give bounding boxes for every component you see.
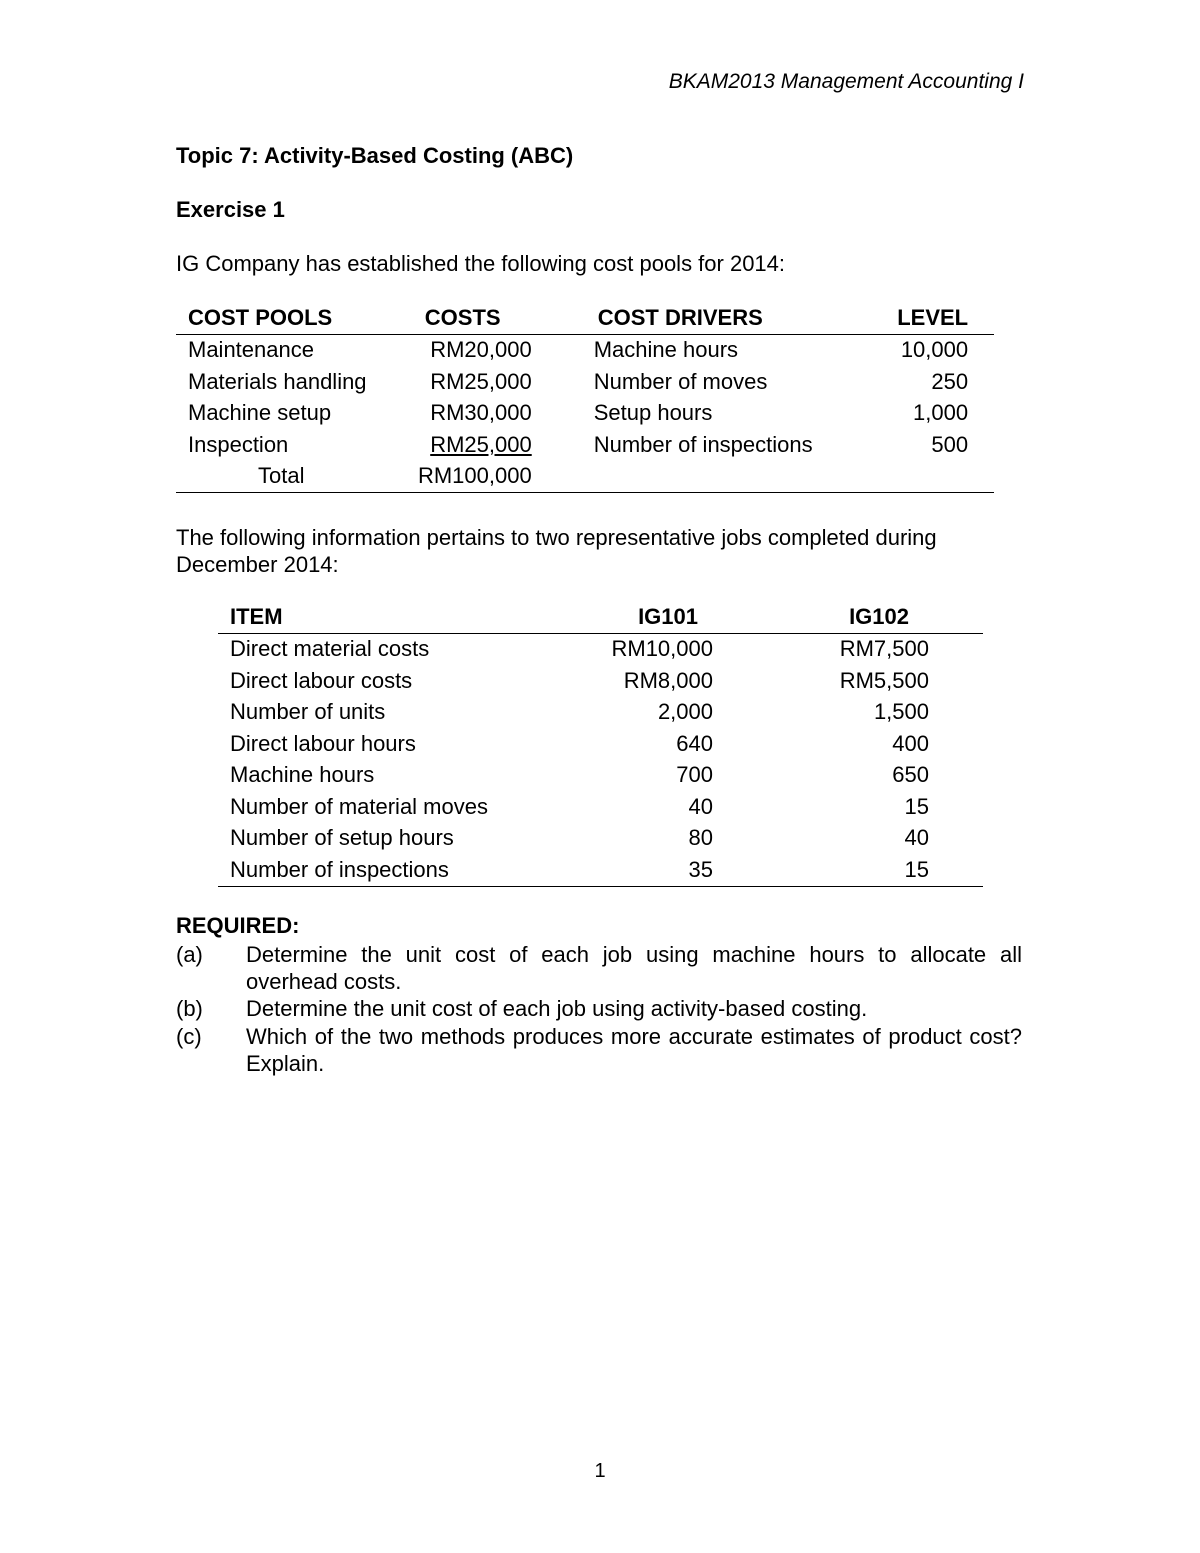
topic-title: Topic 7: Activity-Based Costing (ABC): [176, 143, 574, 168]
required-item-b: [176, 995, 1022, 1022]
cost-pool-cell: Machine setup: [188, 400, 332, 426]
item-cell: Number of inspections: [218, 854, 563, 886]
cost-cell: RM20,000: [430, 337, 532, 363]
exercise-title: Exercise 1: [176, 197, 285, 222]
item-cell: Machine hours: [230, 762, 375, 788]
ig102-cell: 650: [892, 762, 929, 788]
header-ig102: IG102: [849, 603, 909, 629]
item-text: Which of the two methods produces more accurate estimates of product cost? Explain.: [246, 1024, 1022, 1076]
ig102-cell: 40: [904, 825, 929, 851]
cost-pools-table: [176, 302, 994, 493]
cost-pool-cell: Inspection: [188, 431, 289, 457]
level-cell: 500: [931, 431, 969, 457]
table-header-row: [218, 601, 983, 633]
table-row: [176, 334, 994, 366]
header-costs: COSTS: [424, 304, 501, 330]
ig101-cell: RM10,000: [611, 636, 713, 662]
required-title: REQUIRED:: [176, 913, 300, 938]
table-row: [218, 760, 983, 792]
ig102-cell: 15: [713, 854, 929, 886]
required-item-c: [176, 1023, 1022, 1077]
table-row: [218, 791, 983, 823]
ig101-cell: 40: [688, 793, 713, 819]
table-row: [218, 854, 983, 886]
ig101-cell: 35: [563, 854, 713, 886]
item-label: (a): [176, 942, 203, 967]
underlined-cost: RM25,000: [430, 431, 532, 457]
cost-driver-cell: Number of inspections: [593, 431, 813, 457]
ig102-cell: 400: [892, 730, 929, 756]
page-number: 1: [594, 1460, 606, 1482]
table-row: [176, 398, 994, 430]
total-row: [176, 461, 994, 493]
item-cell: Direct labour costs: [230, 667, 413, 693]
jobs-paragraph: The following information pertains to two representative jobs completed during December 2014:: [176, 525, 937, 577]
item-cell: Direct labour hours: [230, 730, 416, 756]
table-row: [176, 366, 994, 398]
cost-pool-cell: Maintenance: [188, 337, 314, 363]
item-label: (c): [176, 1024, 202, 1049]
cost-pool-cell: Materials handling: [188, 368, 367, 394]
ig101-cell: 2,000: [657, 699, 713, 725]
ig102-cell: RM7,500: [839, 636, 929, 662]
level-cell: 1,000: [913, 400, 969, 426]
header-item: ITEM: [230, 603, 283, 629]
ig102-cell: 15: [904, 793, 929, 819]
table-row: [218, 697, 983, 729]
header-level: LEVEL: [897, 304, 969, 330]
item-label: (b): [176, 996, 203, 1021]
ig101-cell: RM8,000: [623, 667, 713, 693]
jobs-table: [218, 601, 983, 887]
ig101-cell: 640: [676, 730, 713, 756]
ig101-cell: 80: [688, 825, 713, 851]
table-row: [218, 665, 983, 697]
table-row: [218, 633, 983, 665]
cost-cell: [394, 429, 532, 461]
intro-text: IG Company has established the following cost pools for 2014:: [176, 251, 786, 276]
item-cell: Number of setup hours: [230, 825, 454, 851]
level-cell: 250: [931, 368, 969, 394]
header-cost-pools: COST POOLS: [188, 304, 333, 330]
cost-driver-cell: Number of moves: [593, 368, 768, 394]
table-row: [218, 823, 983, 855]
ig102-cell: 1,500: [873, 699, 929, 725]
header-cost-drivers: COST DRIVERS: [597, 304, 763, 330]
cost-driver-cell: Setup hours: [593, 400, 713, 426]
item-cell: Direct material costs: [230, 636, 430, 662]
document-header: BKAM2013 Management Accounting I: [668, 70, 1024, 93]
total-value: RM100,000: [394, 461, 532, 493]
required-item-a: [176, 941, 1022, 995]
total-label: Total: [176, 461, 394, 493]
table-header-row: [176, 302, 994, 334]
level-cell: 10,000: [900, 337, 969, 363]
ig101-cell: 700: [676, 762, 713, 788]
item-text: Determine the unit cost of each job using machine hours to allocate all overhead costs.: [246, 942, 1022, 994]
table-row: [218, 728, 983, 760]
item-cell: Number of material moves: [230, 793, 488, 819]
header-ig101: IG101: [638, 603, 698, 629]
cost-cell: RM30,000: [430, 400, 532, 426]
cost-driver-cell: Machine hours: [593, 337, 739, 363]
table-row: [176, 429, 994, 461]
item-cell: Number of units: [230, 699, 386, 725]
ig102-cell: RM5,500: [839, 667, 929, 693]
cost-cell: RM25,000: [430, 368, 532, 394]
item-text: Determine the unit cost of each job using activity-based costing.: [246, 996, 868, 1021]
